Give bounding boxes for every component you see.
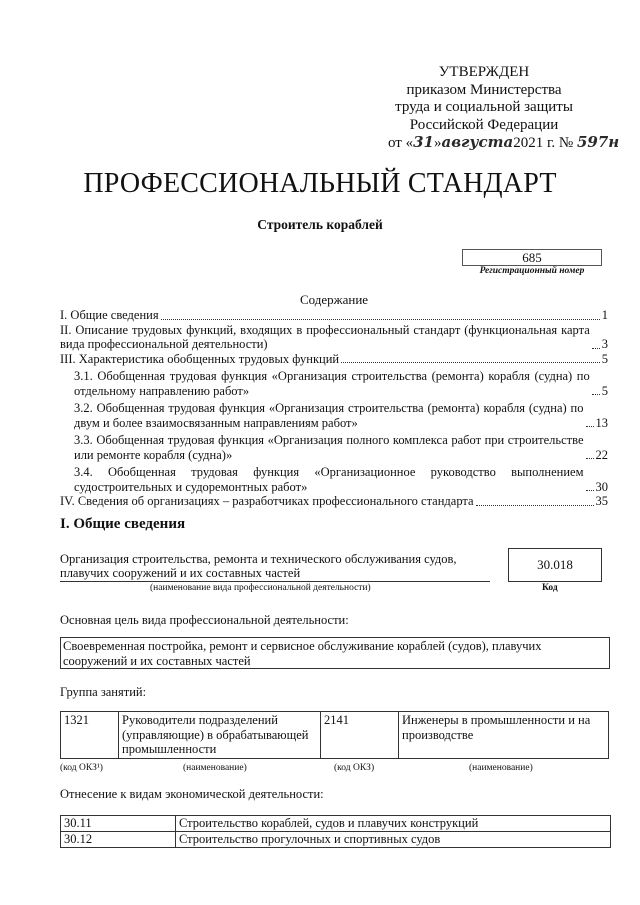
- toc-leader: [586, 426, 594, 427]
- toc-item[interactable]: [60, 494, 608, 509]
- approval-line: труда и социальной защиты: [395, 99, 573, 115]
- occ-caption: (код ОКЗ): [334, 763, 375, 773]
- goal-label: Основная цель вида профессиональной деятельности:: [60, 613, 349, 627]
- occupation-name: Руководители подразделений (управляющие) в обрабатывающей промышленности: [119, 712, 321, 759]
- date-prefix: от «: [388, 135, 414, 151]
- toc-page: 22: [595, 447, 608, 462]
- activity-caption: (наименование вида профессиональной деятельности): [150, 583, 371, 593]
- toc-page: 35: [595, 494, 608, 508]
- okved-table: [60, 815, 611, 848]
- okved-code: 30.11: [61, 816, 176, 832]
- toc-item-text: IV. Сведения об организациях – разработчиках профессионального стандарта: [60, 494, 474, 508]
- toc-item[interactable]: [60, 433, 608, 462]
- occupation-table: [60, 711, 609, 759]
- date-day: 31: [413, 133, 434, 151]
- date-mid: »: [433, 135, 442, 151]
- toc-item[interactable]: [60, 369, 608, 398]
- registration-number: 685: [462, 249, 602, 266]
- toc-item-text: I. Общие сведения: [60, 308, 159, 322]
- approval-date: [388, 133, 620, 153]
- toc-leader: [586, 490, 594, 491]
- toc-leader: [476, 505, 594, 506]
- date-month: августа: [441, 133, 514, 151]
- occupation-code: 1321: [61, 712, 119, 759]
- toc-item-text: 3.2. Обобщенная трудовая функция «Организация строительства (ремонта) корабля (судна) по двум и более взаимосвязанным направлениям работ»: [74, 401, 584, 430]
- approval-block: [388, 64, 620, 153]
- toc-item-text: II. Описание трудовых функций, входящих в профессиональный стандарт (функциональная карта вида профессиональной деятельности): [60, 322, 590, 351]
- toc-page: 5: [601, 351, 608, 366]
- toc-leader: [161, 319, 600, 320]
- toc-item[interactable]: [60, 352, 608, 367]
- approval-line: приказом Министерства: [406, 81, 562, 98]
- toc-page: 3: [601, 337, 608, 351]
- activity-code: 30.018: [508, 548, 602, 582]
- okved-name: Строительство прогулочных и спортивных судов: [176, 832, 611, 848]
- toc-page: 5: [601, 383, 608, 398]
- okved-label: Отнесение к видам экономической деятельности:: [60, 787, 324, 801]
- okved-code: 30.12: [61, 832, 176, 848]
- order-number: 597н: [576, 133, 620, 151]
- page-title: ПРОФЕССИОНАЛЬНЫЙ СТАНДАРТ: [83, 168, 557, 199]
- table-of-contents: [60, 308, 608, 509]
- toc-leader: [592, 348, 600, 349]
- occupation-name: Инженеры в промышленности и на производстве: [399, 712, 609, 759]
- section-heading: I. Общие сведения: [60, 516, 186, 532]
- occ-caption: (наименование): [183, 763, 247, 773]
- toc-leader: [341, 362, 600, 363]
- occupation-code: 2141: [321, 712, 399, 759]
- toc-item[interactable]: [60, 308, 608, 323]
- toc-page: 30: [595, 479, 608, 494]
- toc-leader: [592, 394, 600, 395]
- toc-item-text: 3.3. Обобщенная трудовая функция «Организация полного комплекса работ при строительстве или ремонте корабля (судна)»: [74, 433, 584, 462]
- toc-item[interactable]: [60, 465, 608, 494]
- toc-item[interactable]: [60, 323, 608, 352]
- okved-name: Строительство кораблей, судов и плавучих конструкций: [176, 816, 611, 832]
- toc-item[interactable]: [60, 401, 608, 430]
- toc-page: 1: [601, 308, 608, 322]
- activity-name: Организация строительства, ремонта и технического обслуживания судов, плавучих сооружений и их составных частей: [60, 552, 490, 582]
- approval-line: Российской Федерации: [409, 116, 559, 133]
- toc-item-text: 3.1. Обобщенная трудовая функция «Организация строительства (ремонта) корабля (судна) по отдельному направлению работ»: [74, 369, 590, 398]
- toc-item-text: 3.4. Обобщенная трудовая функция «Организационное руководство выполнением судостроительных и судоремонтных работ»: [74, 465, 584, 494]
- goal-box: Своевременная постройка, ремонт и сервисное обслуживание кораблей (судов), плавучих сооружений и их составных частей: [60, 637, 610, 669]
- toc-leader: [586, 458, 594, 459]
- table-row: [61, 816, 611, 832]
- date-year: 2021 г. №: [513, 135, 574, 151]
- toc-heading: Содержание: [299, 292, 369, 307]
- occ-caption: (код ОКЗ¹): [60, 763, 103, 773]
- occ-caption: (наименование): [469, 763, 533, 773]
- registration-label: Регистрационный номер: [479, 266, 585, 276]
- table-row: [61, 832, 611, 848]
- approval-line: УТВЕРЖДЕН: [438, 64, 530, 80]
- toc-page: 13: [595, 415, 608, 430]
- group-label: Группа занятий:: [60, 685, 147, 699]
- table-row: [61, 712, 609, 759]
- standard-name: Строитель кораблей: [257, 217, 383, 232]
- toc-item-text: III. Характеристика обобщенных трудовых функций: [60, 351, 340, 366]
- code-caption: Код: [542, 583, 558, 593]
